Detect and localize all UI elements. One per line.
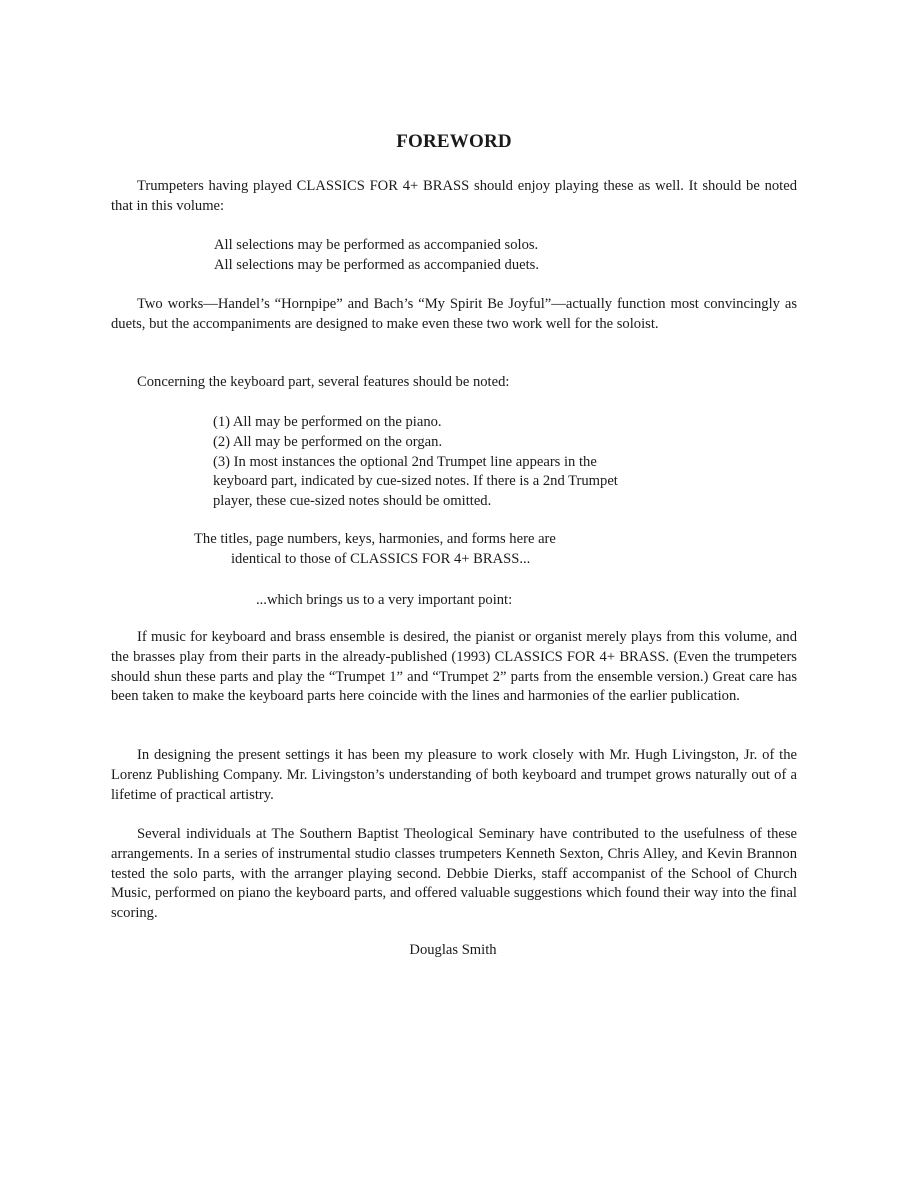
seminary-paragraph: Several individuals at The Southern Baptist Theological Seminary have contributed to the usefulness of these arrangements. In a series of instrumental studio classes trumpeters Kenneth Sexton, Chris Alley, and Kevin Brannon tested the solo parts, with the arranger playing second. Debbie Dierks, staff accompanist of the School of Church Music, performed on piano the keyboard parts, and offered valuable suggestions which found their way into the final scoring. <box>111 826 797 922</box>
keyboard-feature-item: (2) All may be performed on the organ. <box>213 433 443 450</box>
keyboard-features-list <box>213 413 618 512</box>
selection-item: All selections may be performed as accompanied duets. <box>214 256 540 273</box>
page-title: FOREWORD <box>396 131 512 152</box>
livingston-paragraph: In designing the present settings it has been my pleasure to work closely with Mr. Hugh Livingston, Jr. of the Lorenz Publishing Company. Mr. Livingston’s understanding of both keyboard and trumpet grows naturally out of a lifetime of practical artistry. <box>111 747 797 803</box>
important-point-line: ...which brings us to a very important point: <box>256 592 513 608</box>
titles-note-line: The titles, page numbers, keys, harmonies, and forms here are <box>194 531 556 547</box>
intro-paragraph: Trumpeters having played CLASSICS FOR 4+ BRASS should enjoy playing these as well. It should be noted that in this volume: <box>111 178 797 214</box>
selection-item: All selections may be performed as accompanied solos. <box>214 237 539 253</box>
keyboard-intro-paragraph: Concerning the keyboard part, several features should be noted: <box>137 374 510 390</box>
titles-note <box>194 530 556 570</box>
titles-note-line: identical to those of CLASSICS FOR 4+ BRASS... <box>231 550 531 567</box>
two-works-paragraph: Two works—Handel’s “Hornpipe” and Bach’s “My Spirit Be Joyful”—actually function most convincingly as duets, but the accompaniments are designed to make even these two work well for the soloist. <box>111 296 797 332</box>
ensemble-paragraph: If music for keyboard and brass ensemble is desired, the pianist or organist merely plays from this volume, and the brasses play from their parts in the already-published (1993) CLASSICS FOR 4+ BRASS. (Even the trumpeters should shun these parts and play the “Trumpet 1” and “Trumpet 2” parts from the ensemble version.) Great care has been taken to make the keyboard parts here coincide with the lines and harmonies of the earlier publication. <box>111 629 797 705</box>
keyboard-feature-item: player, these cue-sized notes should be omitted. <box>213 493 492 510</box>
keyboard-feature-item: (3) In most instances the optional 2nd Trumpet line appears in the <box>213 453 597 470</box>
keyboard-feature-item: (1) All may be performed on the piano. <box>213 414 442 430</box>
author-signature: Douglas Smith <box>409 942 497 958</box>
selections-list <box>214 236 539 276</box>
keyboard-feature-item: keyboard part, indicated by cue-sized notes. If there is a 2nd Trumpet <box>213 473 618 490</box>
